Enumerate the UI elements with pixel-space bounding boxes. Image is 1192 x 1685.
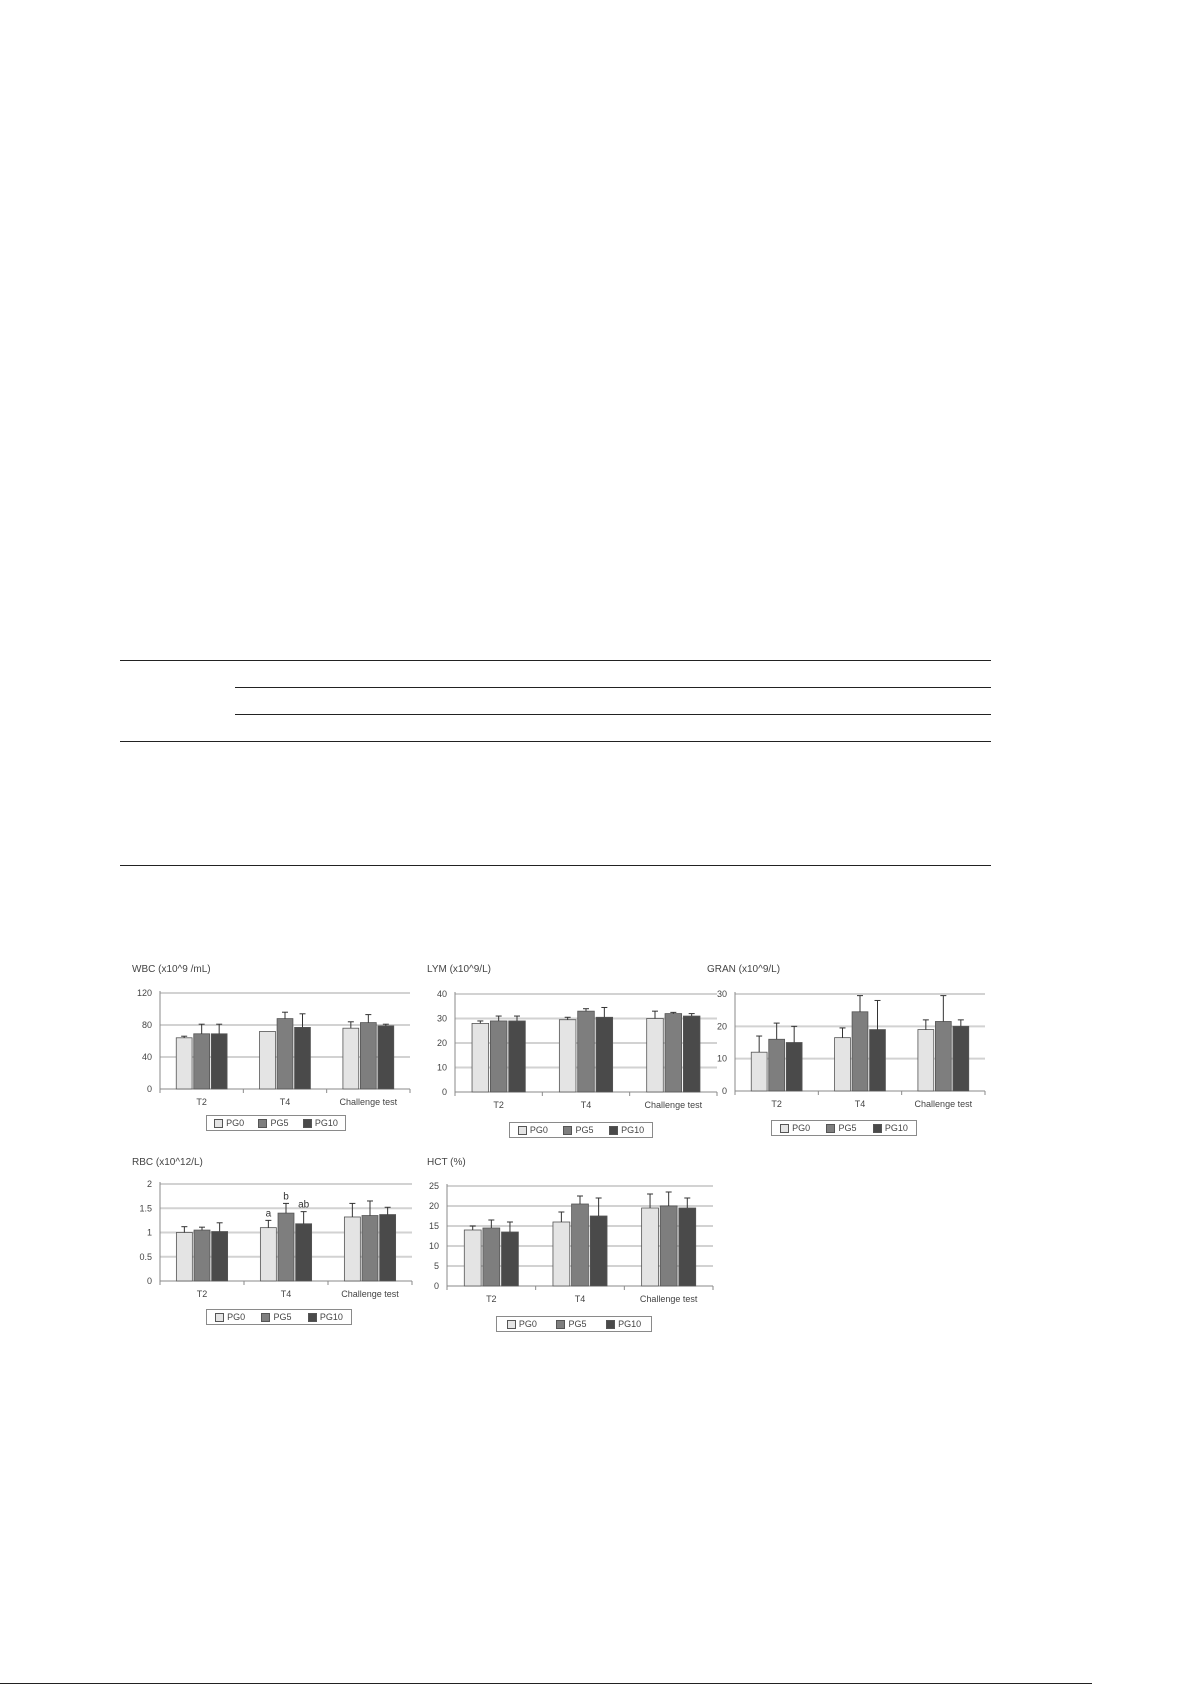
legend-swatch <box>261 1313 270 1322</box>
hct-plot <box>425 1155 725 1335</box>
legend-item-pg5 <box>258 1118 288 1128</box>
legend-label: PG10 <box>319 1312 343 1322</box>
legend-swatch <box>873 1124 882 1133</box>
bar-pg10 <box>596 1017 613 1092</box>
y-tick-label: 0 <box>146 1276 152 1286</box>
y-tick-label: 10 <box>428 1241 439 1251</box>
gran-chart <box>705 962 985 1140</box>
bar-pg0 <box>751 1052 767 1091</box>
legend-label: PG10 <box>884 1123 908 1133</box>
chart-legend <box>771 1120 917 1136</box>
legend-label: PG0 <box>518 1319 537 1329</box>
bar-pg5 <box>852 1012 868 1091</box>
table-header-rule-1 <box>235 687 991 688</box>
y-tick-label: 0 <box>146 1084 152 1094</box>
bar-pg0 <box>343 1028 359 1089</box>
legend-swatch <box>556 1320 565 1329</box>
bar-pg0 <box>553 1222 570 1286</box>
bar-pg5 <box>490 1021 507 1092</box>
chart-title: GRAN (x10^9/L) <box>707 964 781 975</box>
legend-swatch <box>609 1126 618 1135</box>
bar-pg5 <box>769 1039 785 1091</box>
gran-plot <box>705 962 985 1140</box>
lym-plot <box>425 962 725 1140</box>
chart-title: RBC (x10^12/L) <box>132 1157 203 1168</box>
chart-legend <box>206 1115 346 1131</box>
hct-chart <box>425 1155 725 1335</box>
legend-item-pg5 <box>563 1125 593 1135</box>
legend-item-pg5 <box>261 1312 291 1322</box>
x-tick-label: T4 <box>854 1099 866 1109</box>
significance-label: ab <box>298 1199 310 1211</box>
x-tick-label: T4 <box>580 1100 592 1110</box>
rbc-chart <box>130 1155 412 1327</box>
bar-pg5 <box>665 1014 682 1092</box>
x-tick-label: Challenge test <box>341 1289 399 1299</box>
bar-pg10 <box>870 1030 886 1091</box>
y-tick-label: 20 <box>428 1201 439 1211</box>
legend-item-pg0 <box>518 1125 548 1135</box>
wbc-plot <box>130 962 410 1132</box>
bar-pg5 <box>278 1213 294 1281</box>
y-tick-label: 5 <box>433 1261 439 1271</box>
chart-title: LYM (x10^9/L) <box>427 964 491 975</box>
y-tick-label: 1.5 <box>139 1203 152 1214</box>
bar-pg0 <box>918 1030 934 1091</box>
bar-pg10 <box>380 1215 396 1281</box>
bar-pg0 <box>176 1038 192 1089</box>
bar-pg5 <box>483 1228 500 1286</box>
y-tick-label: 40 <box>141 1052 152 1062</box>
legend-label: PG0 <box>792 1123 811 1133</box>
chart-legend <box>509 1122 653 1138</box>
bar-pg5 <box>194 1034 210 1089</box>
x-tick-label: Challenge test <box>914 1099 973 1109</box>
legend-label: PG0 <box>227 1312 246 1322</box>
bar-pg10 <box>212 1232 228 1281</box>
chart-title: WBC (x10^9 /mL) <box>132 964 211 975</box>
y-tick-label: 15 <box>428 1221 439 1231</box>
bar-pg5 <box>277 1019 293 1089</box>
bar-pg10 <box>953 1026 969 1091</box>
legend-swatch <box>258 1119 267 1128</box>
bar-pg0 <box>647 1019 664 1093</box>
bar-pg10 <box>502 1232 519 1286</box>
y-tick-label: 10 <box>716 1053 727 1064</box>
table-bottom-rule <box>120 865 991 866</box>
chart-legend <box>496 1316 652 1332</box>
legend-label: PG10 <box>618 1319 642 1329</box>
bar-pg0 <box>344 1217 360 1281</box>
legend-label: PG5 <box>273 1312 292 1322</box>
y-tick-label: 2 <box>146 1179 152 1189</box>
table-mid-rule <box>120 741 991 742</box>
y-tick-label: 30 <box>716 989 727 999</box>
bar-pg5 <box>578 1011 595 1092</box>
bar-pg5 <box>362 1216 378 1281</box>
bar-pg10 <box>509 1021 526 1092</box>
legend-label: PG5 <box>270 1118 289 1128</box>
chart-title: HCT (%) <box>427 1157 466 1168</box>
legend-label: PG10 <box>621 1125 645 1135</box>
bar-pg0 <box>642 1208 659 1286</box>
y-tick-label: 0 <box>441 1087 447 1097</box>
legend-swatch <box>308 1313 317 1322</box>
y-tick-label: 0.5 <box>139 1251 152 1262</box>
y-tick-label: 20 <box>436 1038 447 1048</box>
legend-item-pg0 <box>507 1319 537 1329</box>
chart-legend <box>206 1309 352 1325</box>
table-header-rule-2 <box>235 714 991 715</box>
legend-swatch <box>518 1126 527 1135</box>
legend-item-pg5 <box>826 1123 856 1133</box>
significance-label: a <box>265 1208 272 1220</box>
x-tick-label: T2 <box>196 1289 208 1299</box>
x-tick-label: T2 <box>493 1100 504 1110</box>
bar-pg0 <box>835 1038 851 1091</box>
table-top-rule <box>120 660 991 661</box>
legend-label: PG5 <box>838 1123 857 1133</box>
bar-pg5 <box>360 1023 376 1089</box>
y-tick-label: 0 <box>721 1086 727 1096</box>
legend-item-pg0 <box>214 1118 244 1128</box>
y-tick-label: 0 <box>433 1281 439 1291</box>
y-tick-label: 10 <box>436 1062 447 1073</box>
significance-label: b <box>283 1191 289 1203</box>
legend-item-pg0 <box>215 1312 245 1322</box>
bar-pg10 <box>295 1027 311 1089</box>
legend-swatch <box>780 1124 789 1133</box>
bar-pg0 <box>260 1228 276 1281</box>
y-tick-label: 25 <box>428 1181 439 1191</box>
x-tick-label: T2 <box>771 1099 782 1109</box>
bar-pg10 <box>211 1034 227 1089</box>
legend-swatch <box>563 1126 572 1135</box>
legend-item-pg10 <box>609 1125 644 1135</box>
bar-pg5 <box>935 1021 951 1091</box>
legend-swatch <box>214 1119 223 1128</box>
bar-pg0 <box>559 1020 576 1092</box>
legend-label: PG5 <box>575 1125 594 1135</box>
legend-swatch <box>507 1320 516 1329</box>
legend-label: PG10 <box>314 1118 338 1128</box>
x-tick-label: Challenge test <box>639 1294 698 1304</box>
legend-item-pg10 <box>606 1319 641 1329</box>
x-tick-label: T4 <box>279 1097 291 1107</box>
legend-item-pg10 <box>303 1118 338 1128</box>
legend-label: PG0 <box>529 1125 548 1135</box>
x-tick-label: T2 <box>196 1097 207 1107</box>
y-tick-label: 40 <box>436 989 447 999</box>
y-tick-label: 80 <box>141 1020 152 1030</box>
x-tick-label: Challenge test <box>644 1100 703 1110</box>
x-tick-label: T4 <box>574 1294 586 1304</box>
legend-item-pg5 <box>556 1319 586 1329</box>
lym-chart <box>425 962 725 1140</box>
bar-pg10 <box>786 1043 802 1092</box>
y-tick-label: 20 <box>716 1021 727 1032</box>
legend-item-pg10 <box>873 1123 908 1133</box>
bar-pg10 <box>296 1224 312 1281</box>
x-tick-label: T4 <box>280 1289 292 1299</box>
x-tick-label: T2 <box>486 1294 497 1304</box>
bar-pg5 <box>572 1204 589 1286</box>
legend-label: PG5 <box>568 1319 587 1329</box>
legend-swatch <box>826 1124 835 1133</box>
wbc-chart <box>130 962 410 1132</box>
bar-pg0 <box>176 1233 192 1282</box>
bar-pg5 <box>194 1230 210 1281</box>
legend-swatch <box>215 1313 224 1322</box>
legend-item-pg0 <box>780 1123 810 1133</box>
legend-label: PG0 <box>226 1118 245 1128</box>
bar-pg10 <box>683 1016 700 1092</box>
bar-pg10 <box>590 1216 607 1286</box>
legend-item-pg10 <box>308 1312 343 1322</box>
bar-pg10 <box>679 1208 696 1286</box>
y-tick-label: 120 <box>136 988 152 998</box>
x-tick-label: Challenge test <box>339 1097 398 1107</box>
bar-pg10 <box>378 1026 394 1089</box>
page-footer-rule <box>0 1683 1092 1684</box>
rbc-plot <box>130 1155 412 1327</box>
legend-swatch <box>606 1320 615 1329</box>
legend-swatch <box>303 1119 312 1128</box>
bar-pg0 <box>464 1230 481 1286</box>
y-tick-label: 1 <box>146 1227 152 1238</box>
bar-pg5 <box>660 1206 677 1286</box>
y-tick-label: 30 <box>436 1013 447 1024</box>
bar-pg0 <box>472 1023 489 1092</box>
bar-pg0 <box>260 1031 276 1089</box>
